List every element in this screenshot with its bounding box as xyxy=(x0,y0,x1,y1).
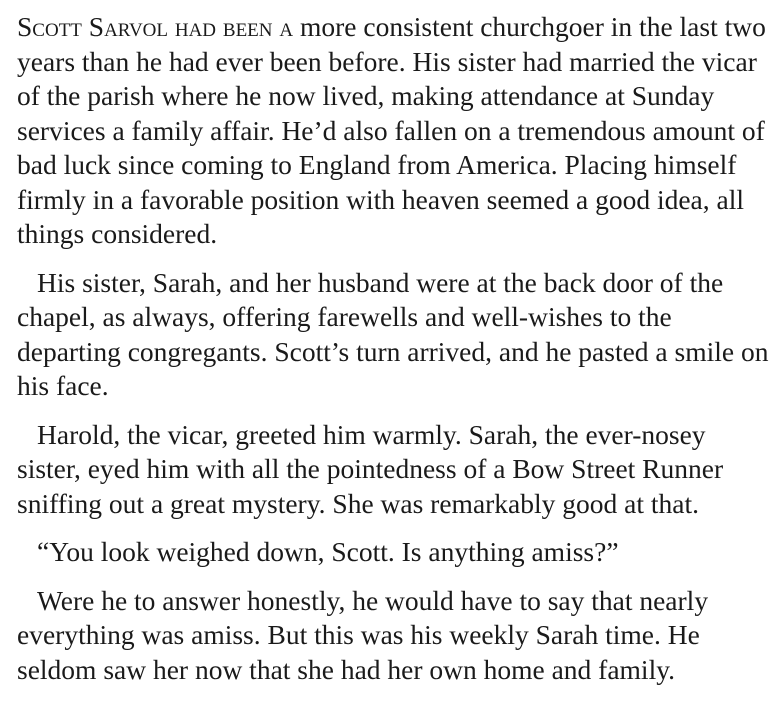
paragraph-4: “You look weighed down, Scott. Is anything amiss?” xyxy=(37,536,619,567)
opening-smallcaps: Scott Sarvol had been a xyxy=(17,11,294,42)
paragraph-1 xyxy=(17,10,773,252)
paragraph-1-text: more consistent churchgoer in the last two years than he had ever been before. His sister had married the vicar of the parish where he now lived, making attendance at Sunday services a family affair. He’d also fallen on a tremendous amount of bad luck since coming to England from America. Placing himself firmly in a favorable position with heaven seemed a good idea, all things considered. xyxy=(17,11,766,249)
book-page xyxy=(17,10,773,701)
paragraph-5: Were he to answer honestly, he would have to say that nearly everything was amiss. But this was his weekly Sarah time. He seldom saw her now that she had her own home and family. xyxy=(17,584,709,685)
paragraph-2: His sister, Sarah, and her husband were at the back door of the chapel, as always, offering farewells and well-wishes to the departing congregants. Scott’s turn arrived, and he pasted a smile on his face. xyxy=(17,266,769,401)
paragraph-3: Harold, the vicar, greeted him warmly. Sarah, the ever-nosey sister, eyed him with all the pointedness of a Bow Street Runner sniffing out a great mystery. She was remarkably good at that. xyxy=(17,418,724,519)
